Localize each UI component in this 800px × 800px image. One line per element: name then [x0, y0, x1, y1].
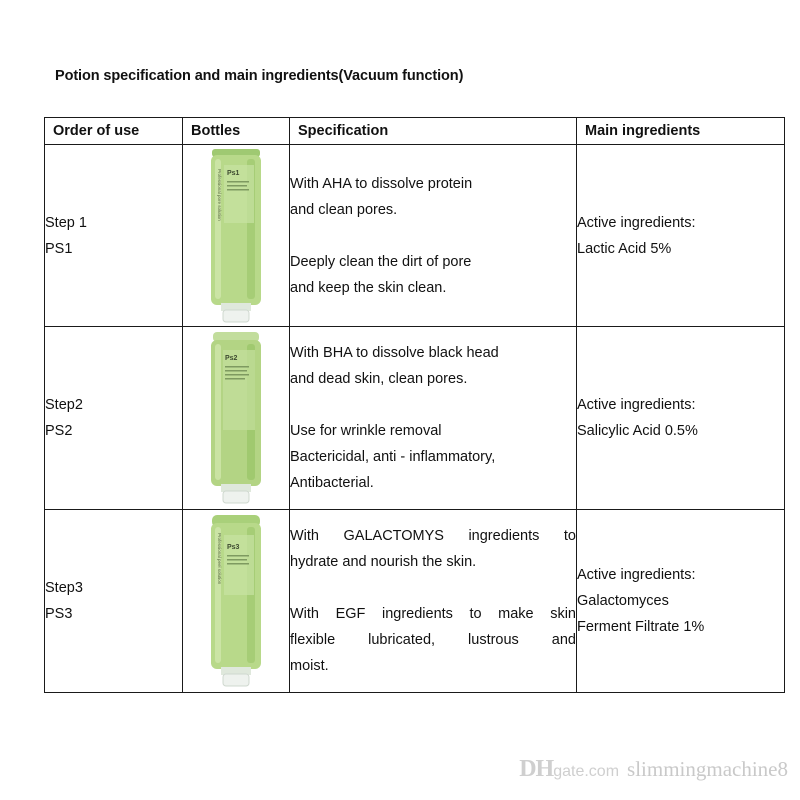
spec-paragraph: With BHA to dissolve black head and dead skin, clean pores. — [290, 345, 499, 387]
order-cell — [45, 145, 183, 327]
document-title: Potion specification and main ingredients(Vacuum function) — [55, 68, 464, 84]
order-cell — [45, 327, 183, 510]
bottle-side-text: Professional pore solution — [217, 168, 222, 221]
ingredient-line: Active ingredients: — [577, 567, 696, 583]
ingredients-cell — [577, 510, 785, 693]
bottle-cell — [183, 145, 290, 327]
step-label: Step2 — [45, 397, 83, 413]
spec-paragraph: Use for wrinkle removal Bactericidal, anti - inflammatory, Antibacterial. — [290, 423, 496, 491]
ingredients-cell — [577, 145, 785, 327]
bottle-image-ps3 — [183, 513, 289, 689]
store-name: slimmingmachine8 — [627, 757, 788, 781]
bottle-label: Ps2 — [225, 355, 238, 362]
bottle-image-ps1 — [183, 147, 289, 325]
spec-paragraph: With AHA to dissolve protein and clean pores. — [290, 175, 473, 218]
order-cell — [45, 510, 183, 693]
table-header-row — [45, 118, 785, 145]
ingredient-line: Ferment Filtrate 1% — [577, 619, 705, 635]
specification-cell — [290, 145, 577, 327]
header-order-of-use: Order of use — [45, 118, 183, 145]
bottle-cell — [183, 510, 290, 693]
table-row — [45, 510, 785, 693]
product-code: PS2 — [45, 423, 73, 439]
ingredient-line: Active ingredients: — [577, 214, 696, 231]
product-code: PS1 — [45, 240, 73, 257]
ingredients-cell — [577, 327, 785, 510]
header-bottles: Bottles — [183, 118, 290, 145]
ingredient-line: Galactomyces — [577, 593, 669, 609]
spec-paragraph: With GALACTOMYS ingredients to hydrate and nourish the skin. — [290, 528, 576, 570]
bottle-image-ps2 — [183, 330, 289, 506]
store-watermark — [519, 756, 788, 783]
ingredient-line: Active ingredients: — [577, 397, 696, 413]
bottle-cell — [183, 327, 290, 510]
spec-table — [44, 117, 785, 693]
step-label: Step3 — [45, 580, 83, 596]
dhgate-logo: DH gate.com — [519, 756, 620, 782]
step-label: Step 1 — [45, 214, 87, 231]
spec-paragraph: Deeply clean the dirt of pore and keep the skin clean. — [290, 253, 472, 296]
ingredient-line: Lactic Acid 5% — [577, 240, 672, 257]
ingredient-line: Salicylic Acid 0.5% — [577, 423, 698, 439]
table-row — [45, 327, 785, 510]
spec-paragraph: With EGF ingredients to make skin flexible lubricated, lustrous and moist. — [290, 606, 576, 674]
header-main-ingredients: Main ingredients — [577, 118, 785, 145]
specification-cell — [290, 327, 577, 510]
header-specification: Specification — [290, 118, 577, 145]
bottle-label: Ps3 — [227, 544, 240, 551]
table-row — [45, 145, 785, 327]
bottle-label: Ps1 — [227, 169, 240, 177]
bottle-side-text: Professional peel solution — [217, 533, 222, 585]
specification-cell — [290, 510, 577, 693]
product-code: PS3 — [45, 606, 73, 622]
